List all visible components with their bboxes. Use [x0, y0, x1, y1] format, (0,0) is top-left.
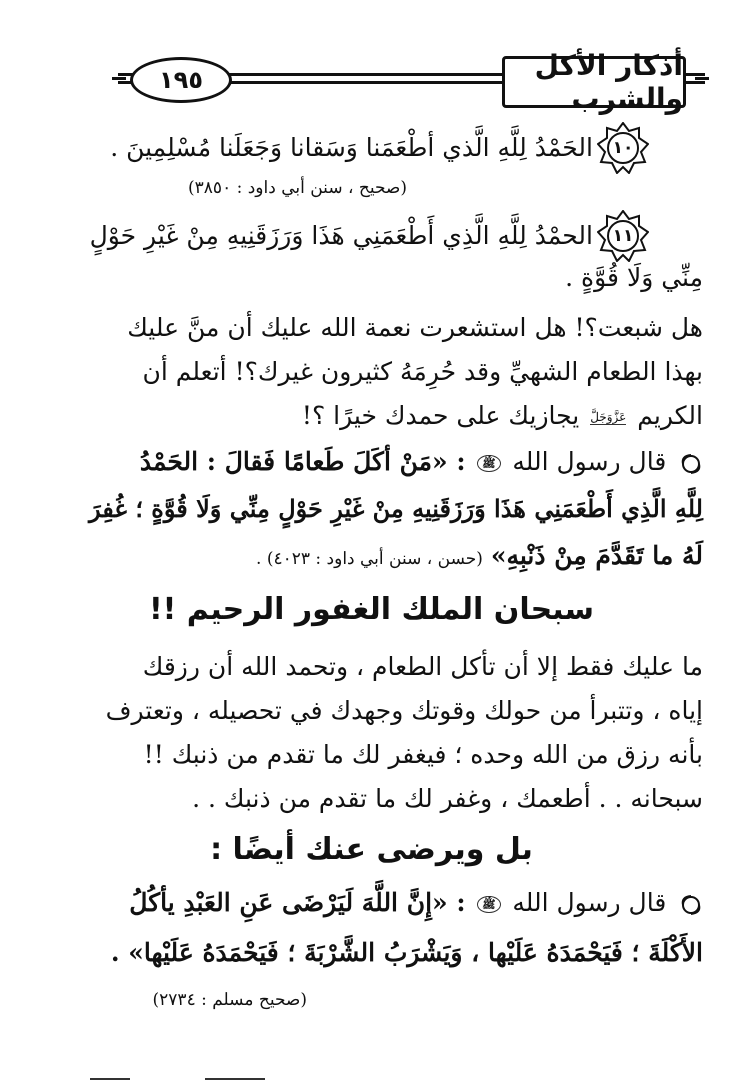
chapter-title: أذكار الأكل والشرب: [502, 56, 686, 108]
header-endcap-left: [112, 77, 126, 80]
section-heading: سبحان الملك الغفور الرحيم !!: [149, 592, 594, 627]
body-text: سبحانه . . أطعمك ، وغفر لك ما تقدم من ذنبك . .: [192, 784, 703, 813]
hadith-ornament-icon: [679, 893, 703, 917]
body-text-part: الكريم: [637, 401, 703, 430]
hadith-text: [129, 888, 703, 918]
dhikr-text: مِنِّي وَلَا قُوَّةٍ .: [565, 263, 703, 292]
hadith-text: [140, 447, 703, 477]
page-number: ١٩٥: [130, 57, 232, 103]
section-heading: بل ويرضى عنك أيضًا :: [210, 832, 533, 867]
hadith-source: (صحيح مسلم : ٢٧٣٤): [152, 990, 307, 1010]
body-text: ما عليك فقط إلا أن تأكل الطعام ، وتحمد الله أن رزقك: [142, 652, 703, 681]
body-text: هل شبعت؟! هل استشعرت نعمة الله عليك أن منَّ عليك: [127, 313, 703, 342]
body-text: [302, 401, 703, 431]
hadith-text: الأَكْلَةَ ؛ فَيَحْمَدَهُ عَلَيْها ، وَيَشْرَبُ الشَّرْبَةَ ؛ فَيَحْمَدَهُ عَلَيْها» .: [110, 938, 703, 967]
footer-mark: [90, 1078, 130, 1080]
hadith-quote: : «إِنَّ اللَّهَ لَيَرْضَى عَنِ العَبْدِ يأكُلُ: [129, 888, 466, 917]
dhikr-number: ١١: [612, 226, 634, 246]
hadith-text: [256, 541, 703, 571]
salla-glyph: ﷺ: [477, 455, 500, 472]
hadith-quote: : «مَنْ أكَلَ طَعامًا فَقالَ : الحَمْدُ: [139, 447, 466, 476]
hadith-intro: قال رسول الله: [512, 447, 667, 476]
dhikr-source: (صحيح ، سنن أبي داود : ٣٨٥٠): [188, 178, 407, 198]
hadith-intro: قال رسول الله: [512, 888, 667, 917]
body-text-part: يجازيك على حمدك خيرًا ؟!: [301, 401, 580, 430]
body-text: بهذا الطعام الشهيِّ وقد حُرِمَهُ كثيرون غيرك؟! أتعلم أن: [142, 357, 703, 386]
dhikr-number-badge: [597, 210, 649, 262]
azza-wajal-glyph: عَزَّوَجَلَّ: [590, 409, 627, 424]
dhikr-number-badge: [597, 122, 649, 174]
header-endcap-right: [695, 77, 709, 80]
hadith-source: (حسن ، سنن أبي داود : ٤٠٢٣) .: [256, 549, 483, 569]
body-text: بأنه رزق من الله وحده ؛ فيغفر لك ما تقدم من ذنبك !!: [143, 740, 703, 769]
hadith-text: لِلَّهِ الَّذِي أَطْعَمَنِي هَذَا وَرَزَقَنِيهِ مِنْ غَيْرِ حَوْلٍ مِنِّي وَلَا قُوَّةٍ ؛ غُفِرَ: [89, 494, 703, 523]
dhikr-text: الحَمْدُ لِلَّهِ الَّذي أطْعَمَنا وَسَقانا وَجَعَلَنا مُسْلِمِينَ .: [110, 133, 593, 162]
hadith-ornament-icon: [679, 452, 703, 476]
footer-mark: [205, 1078, 265, 1080]
salla-glyph: ﷺ: [477, 896, 500, 913]
dhikr-number: ١٠: [612, 138, 634, 158]
body-text: إياه ، وتتبرأ من حولك وقوتك وجهدك في تحصيله ، وتعترف: [105, 696, 703, 725]
dhikr-text: الحمْدُ لِلَّهِ الَّذِي أَطْعَمَنِي هَذَا وَرَزَقَنِيهِ مِنْ غَيْرِ حَوْلٍ: [89, 221, 593, 250]
hadith-quote: لَهُ ما تَقَدَّمَ مِنْ ذَنْبِهِ»: [490, 541, 703, 570]
